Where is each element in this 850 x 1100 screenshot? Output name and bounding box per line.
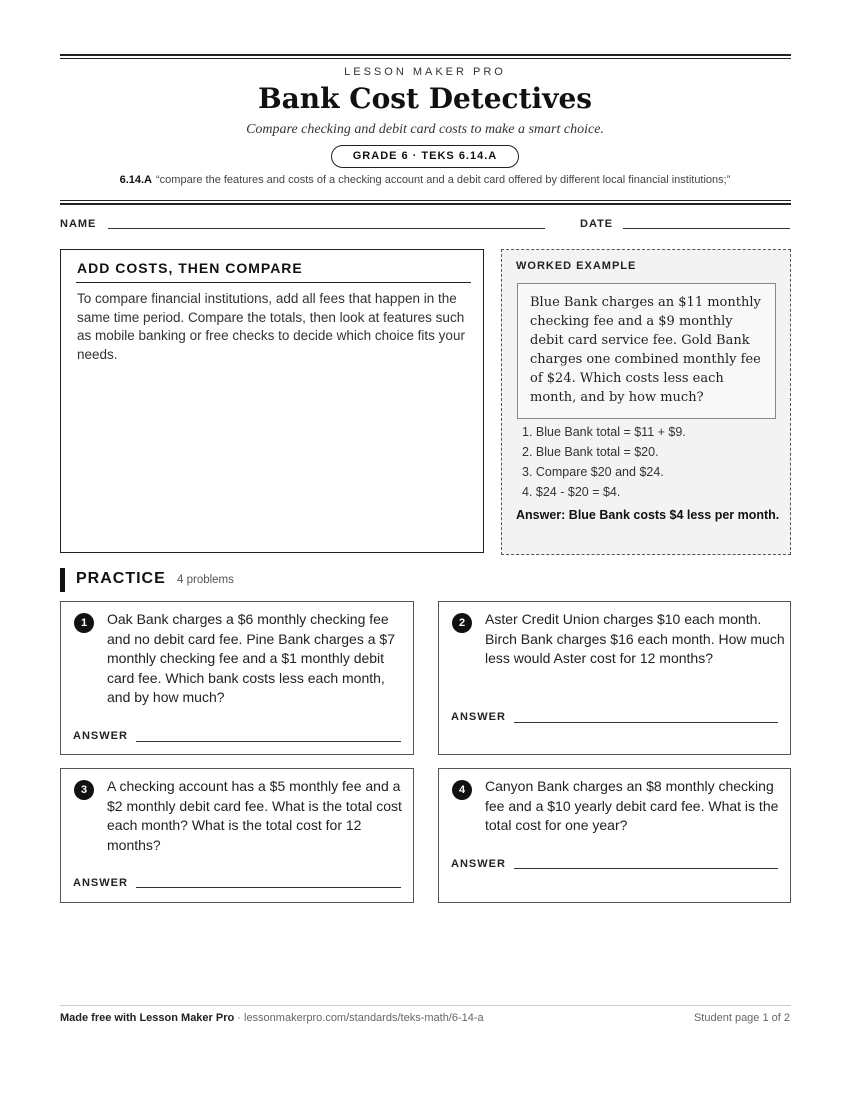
problem-text: Aster Credit Union charges $10 each month. Birch Bank charges $16 each month. How much less would Aster cost for 12 months? — [485, 611, 785, 666]
header-bottom-rule — [60, 200, 791, 201]
footer-credit — [60, 1012, 484, 1024]
worked-example-box — [501, 249, 791, 555]
date-field[interactable] — [623, 228, 790, 229]
top-rule-thin — [60, 58, 791, 59]
problem-text: A checking account has a $5 monthly fee and a $2 monthly debit card fee. What is the total cost each month? What is the total cost for 12 months? — [107, 778, 402, 853]
problem-text: Oak Bank charges a $6 monthly checking fee and no debit card fee. Pine Bank charges a $7 monthly checking fee and a $1 monthly debit card fee. Which bank costs less each month, and by how much? — [107, 611, 395, 705]
concept-title: ADD COSTS, THEN COMPARE — [77, 260, 303, 276]
answer-label: ANSWER — [451, 711, 506, 723]
date-label: DATE — [580, 218, 614, 230]
name-label: NAME — [60, 218, 97, 230]
step-4: 4. $24 - $20 = $4. — [522, 485, 621, 499]
answer-label: ANSWER — [73, 730, 128, 742]
footer-separator: · — [234, 1012, 244, 1024]
worked-example-problem: Blue Bank charges an $11 monthly checking fee and a $9 monthly debit card service fee. Gold Bank charges one combined monthly fee of $24. Which costs less each month, and by how much? — [517, 283, 776, 419]
worked-example-steps — [522, 422, 686, 502]
footer-page-number: Student page 1 of 2 — [693, 1012, 790, 1024]
problem-number-badge: 2 — [452, 613, 472, 633]
problem-number-badge: 4 — [452, 780, 472, 800]
standard-code: 6.14.A — [119, 174, 153, 186]
practice-title: PRACTICE — [76, 570, 166, 587]
step-3: 3. Compare $20 and $24. — [522, 465, 664, 479]
problem-card-2 — [438, 601, 791, 755]
answer-line-1[interactable] — [136, 741, 401, 742]
problem-card-4 — [438, 768, 791, 903]
answer-line-4[interactable] — [514, 868, 778, 869]
problem-card-1 — [60, 601, 414, 755]
answer-label: ANSWER — [73, 877, 128, 889]
page-subtitle: Compare checking and debit card costs to make a smart choice. — [246, 122, 604, 137]
worked-example-answer: Answer: Blue Bank costs $4 less per month. — [516, 508, 780, 522]
brand-eyebrow: LESSON MAKER PRO — [344, 66, 506, 78]
worked-example-label: WORKED EXAMPLE — [516, 260, 637, 272]
problem-text: Canyon Bank charges an $8 monthly checking fee and a $10 yearly debit card fee. What is the total cost for one year? — [485, 778, 779, 833]
header-bottom-rule-double — [60, 203, 791, 205]
name-field[interactable] — [108, 228, 545, 229]
concept-rule — [76, 282, 471, 283]
page-title: Bank Cost Detectives — [257, 82, 593, 115]
answer-line-3[interactable] — [136, 887, 401, 888]
practice-count: 4 problems — [177, 574, 234, 586]
footer-brand: Made free with Lesson Maker Pro — [60, 1012, 235, 1024]
top-rule — [60, 54, 791, 56]
grade-badge: GRADE 6 · TEKS 6.14.A — [331, 145, 519, 168]
problem-number-badge: 3 — [74, 780, 94, 800]
problem-number-badge: 1 — [74, 613, 94, 633]
footer-rule — [60, 1005, 791, 1006]
concept-box — [60, 249, 484, 553]
step-1: 1. Blue Bank total = $11 + $9. — [522, 425, 686, 439]
answer-label: ANSWER — [451, 858, 506, 870]
standard-text: “compare the features and costs of a checking account and a debit card offered by different local financial institutions;” — [156, 174, 731, 186]
concept-body: To compare financial institutions, add all fees that happen in the same time period. Compare the totals, then look at features such as mobile banking or free checks to decide which choice fits your needs. — [77, 291, 465, 362]
problem-card-3 — [60, 768, 414, 903]
standard-line — [0, 174, 850, 186]
footer-url[interactable]: lessonmakerpro.com/standards/teks-math/6-14-a — [244, 1012, 484, 1024]
step-2: 2. Blue Bank total = $20. — [522, 445, 659, 459]
answer-line-2[interactable] — [514, 722, 778, 723]
practice-accent-bar — [60, 568, 65, 592]
